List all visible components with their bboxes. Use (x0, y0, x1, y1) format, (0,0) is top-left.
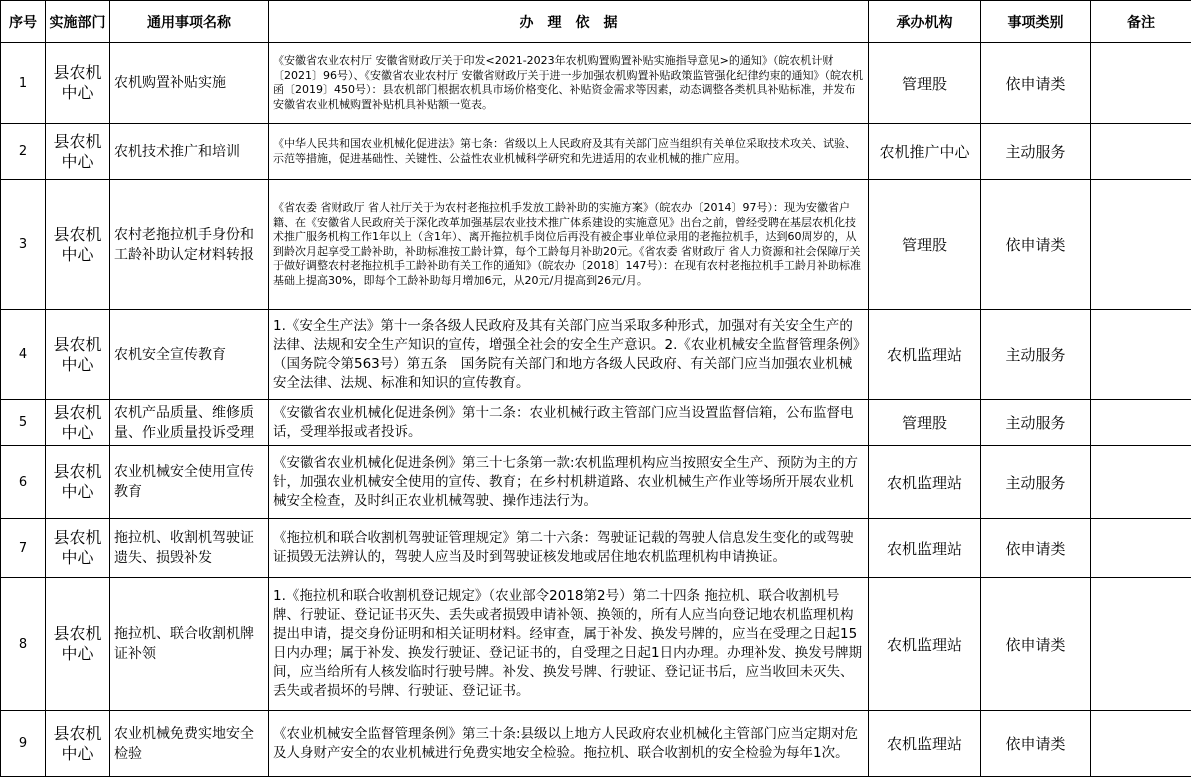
row-name: 农机安全宣传教育 (110, 310, 269, 400)
row-note (1091, 446, 1191, 519)
table-row (1, 711, 1191, 777)
table-row (1, 400, 1191, 446)
row-type: 依申请类 (981, 578, 1091, 711)
row-name: 农机产品质量、维修质量、作业质量投诉受理 (110, 400, 269, 446)
row-name: 农业机械免费实地安全检验 (110, 711, 269, 777)
row-seq: 3 (1, 180, 46, 310)
table-row (1, 43, 1191, 124)
table-row (1, 180, 1191, 310)
row-org: 管理股 (869, 180, 981, 310)
row-seq: 6 (1, 446, 46, 519)
header-basis: 办 理 依 据 (269, 1, 869, 43)
row-name: 农业机械安全使用宣传教育 (110, 446, 269, 519)
row-type: 依申请类 (981, 180, 1091, 310)
row-org: 管理股 (869, 43, 981, 124)
row-basis: 《省农委 省财政厅 省人社厅关于为农村老拖拉机手发放工龄补助的实施方案》（皖农办〔2014〕97号）：现为安徽省户籍、在《安徽省人民政府关于深化改革加强基层农业技术推广体系建设的实施意见》出台之前，曾经受聘在基层农机化技术推广服务机构工作1年以上（含1年）、离开拖拉机手岗位后再没有被企事业单位录用的老拖拉机手，达到60周岁的，从到龄次月起享受工龄补助，补助标准按工龄计算，每个工龄每月补助20元。《省农委 省财政厅 省人力资源和社会保障厅关于做好调整农村老拖拉机手工龄补助有关工作的通知》（皖农办〔2018〕147号）：在现有农村老拖拉机手工龄月补助标准基础上提高30%，即每个工龄补助每月增加6元，从20元/月提高到26元/月。 (269, 180, 869, 310)
row-org: 农机监理站 (869, 711, 981, 777)
row-dept: 县农机中心 (46, 711, 110, 777)
row-basis: 《农业机械安全监督管理条例》第三十条:县级以上地方人民政府农业机械化主管部门应当定期对危及人身财产安全的农业机械进行免费实地安全检验。拖拉机、联合收割机的安全检验为每年1次。 (269, 711, 869, 777)
header-dept: 实施部门 (46, 1, 110, 43)
row-note (1091, 310, 1191, 400)
row-seq: 4 (1, 310, 46, 400)
header-name: 通用事项名称 (110, 1, 269, 43)
row-basis: 1.《拖拉机和联合收割机登记规定》（农业部令2018第2号）第二十四条 拖拉机、联合收割机号牌、行驶证、登记证书灭失、丢失或者损毁申请补领、换领的，所有人应当向登记地农机监理机构提出申请，提交身份证明和相关证明材料。经审查，属于补发、换发号牌的，应当在受理之日起15日内办理；属于补发、换发行驶证、登记证书的，自受理之日起1日内办理。办理补发、换发号牌期间，应当给所有人核发临时行驶号牌。补发、换发号牌、行驶证、登记证书后，应当收回未灭失、丢失或者损坏的号牌、行驶证、登记证书。 (269, 578, 869, 711)
row-seq: 2 (1, 124, 46, 180)
row-type: 依申请类 (981, 43, 1091, 124)
row-basis: 《安徽省农业机械化促进条例》第十二条：农业机械行政主管部门应当设置监督信箱，公布监督电话，受理举报或者投诉。 (269, 400, 869, 446)
row-type: 主动服务 (981, 124, 1091, 180)
table-row (1, 310, 1191, 400)
row-note (1091, 519, 1191, 578)
row-note (1091, 180, 1191, 310)
row-seq: 7 (1, 519, 46, 578)
row-basis: 1.《安全生产法》第十一条各级人民政府及其有关部门应当采取多种形式，加强对有关安全生产的法律、法规和安全生产知识的宣传，增强全社会的安全生产意识。2.《农业机械安全监督管理条例》（国务院令第563号）第五条 国务院有关部门和地方各级人民政府、有关部门应当加强农业机械安全法律、法规、标准和知识的宣传教育。 (269, 310, 869, 400)
row-dept: 县农机中心 (46, 124, 110, 180)
row-org: 农机监理站 (869, 578, 981, 711)
row-basis: 《安徽省农业机械化促进条例》第三十七条第一款:农机监理机构应当按照安全生产、预防为主的方针，加强农业机械安全使用的宣传、教育；在乡村机耕道路、农业机械生产作业等场所开展农业机械安全检查，及时纠正农业机械驾驶、操作违法行为。 (269, 446, 869, 519)
row-dept: 县农机中心 (46, 43, 110, 124)
header-row (1, 1, 1191, 43)
row-dept: 县农机中心 (46, 180, 110, 310)
row-type: 主动服务 (981, 310, 1091, 400)
row-type: 主动服务 (981, 400, 1091, 446)
header-type: 事项类别 (981, 1, 1091, 43)
row-org: 管理股 (869, 400, 981, 446)
row-note (1091, 400, 1191, 446)
row-org: 农机监理站 (869, 446, 981, 519)
row-basis: 《中华人民共和国农业机械化促进法》第七条：省级以上人民政府及其有关部门应当组织有关单位采取技术攻关、试验、示范等措施，促进基础性、关键性、公益性农业机械科学研究和先进适用的农业机械的推广应用。 (269, 124, 869, 180)
row-basis: 《安徽省农业农村厅 安徽省财政厅关于印发<2021-2023年农机购置购置补贴实施指导意见>的通知》（皖农机计财〔2021〕96号）、《安徽省农业农村厅 安徽省财政厅关于进一步加强农机购置补贴政策监管强化纪律约束的通知》（皖农机函〔2019〕450号）：县农机部门根据农机具市场价格变化、补贴资金需求等因素，动态调整各类机具补贴标准，并发布安徽省农业机械购置补贴机具补贴额一览表。 (269, 43, 869, 124)
row-type: 主动服务 (981, 446, 1091, 519)
table-row (1, 446, 1191, 519)
row-org: 农机监理站 (869, 519, 981, 578)
row-dept: 县农机中心 (46, 310, 110, 400)
row-name: 拖拉机、联合收割机牌证补领 (110, 578, 269, 711)
table-row (1, 519, 1191, 578)
row-type: 依申请类 (981, 711, 1091, 777)
row-seq: 8 (1, 578, 46, 711)
row-seq: 5 (1, 400, 46, 446)
row-dept: 县农机中心 (46, 578, 110, 711)
row-note (1091, 711, 1191, 777)
row-org: 农机推广中心 (869, 124, 981, 180)
row-note (1091, 43, 1191, 124)
row-note (1091, 578, 1191, 711)
row-dept: 县农机中心 (46, 519, 110, 578)
row-name: 农村老拖拉机手身份和工龄补助认定材料转报 (110, 180, 269, 310)
row-note (1091, 124, 1191, 180)
row-name: 拖拉机、收割机驾驶证遗失、损毁补发 (110, 519, 269, 578)
table-row (1, 124, 1191, 180)
row-name: 农机技术推广和培训 (110, 124, 269, 180)
header-note: 备注 (1091, 1, 1191, 43)
row-dept: 县农机中心 (46, 446, 110, 519)
header-org: 承办机构 (869, 1, 981, 43)
row-org: 农机监理站 (869, 310, 981, 400)
row-name: 农机购置补贴实施 (110, 43, 269, 124)
row-dept: 县农机中心 (46, 400, 110, 446)
row-seq: 9 (1, 711, 46, 777)
row-seq: 1 (1, 43, 46, 124)
row-basis: 《拖拉机和联合收割机驾驶证管理规定》第二十六条：驾驶证记载的驾驶人信息发生变化的或驾驶证损毁无法辨认的，驾驶人应当及时到驾驶证核发地或居住地农机监理机构申请换证。 (269, 519, 869, 578)
header-seq: 序号 (1, 1, 46, 43)
table-row (1, 578, 1191, 711)
row-type: 依申请类 (981, 519, 1091, 578)
